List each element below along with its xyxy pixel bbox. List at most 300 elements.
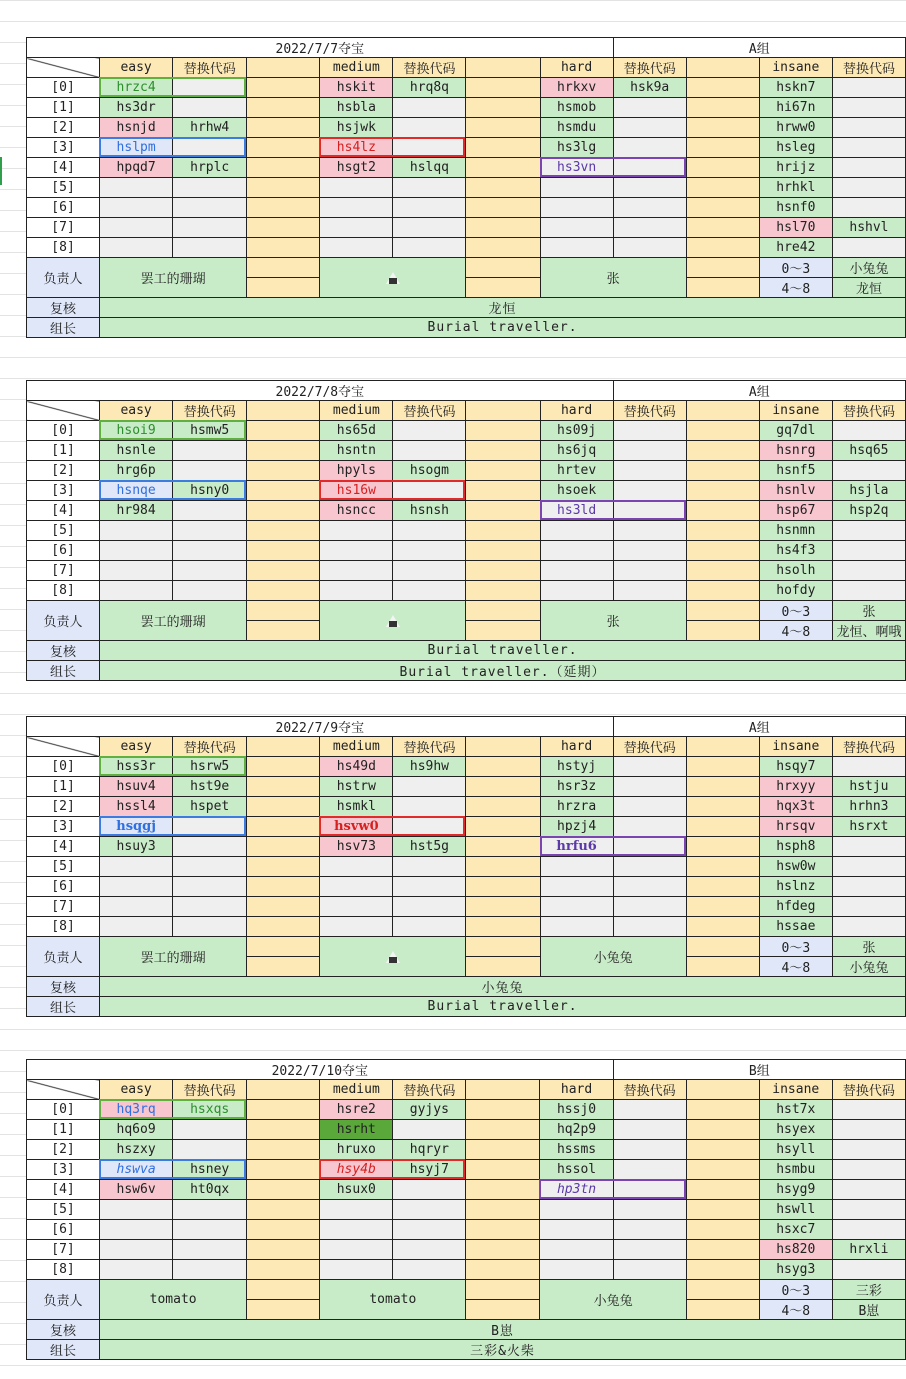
medium-code-cell[interactable]	[320, 441, 393, 461]
owner-medium[interactable]	[320, 937, 466, 977]
spacer-cell[interactable]	[686, 1160, 759, 1180]
easy-code-cell[interactable]	[100, 1120, 173, 1140]
header-medium[interactable]	[320, 58, 393, 78]
insane-code-cell[interactable]	[759, 481, 832, 501]
medium-code-cell[interactable]	[320, 541, 393, 561]
spacer-cell[interactable]	[247, 1120, 320, 1140]
insane-replace-cell[interactable]	[832, 441, 905, 461]
hard-replace-cell[interactable]	[613, 581, 686, 601]
medium-code-cell[interactable]	[320, 581, 393, 601]
insane-code-cell[interactable]	[759, 1200, 832, 1220]
spacer-cell[interactable]	[686, 218, 759, 238]
insane-code-cell[interactable]	[759, 581, 832, 601]
insane-range-1-owner[interactable]	[832, 937, 905, 957]
spacer-cell[interactable]	[686, 1280, 759, 1300]
row-index[interactable]	[27, 98, 100, 118]
insane-code-cell[interactable]	[759, 1240, 832, 1260]
spacer-cell[interactable]	[247, 1220, 320, 1240]
owner-hard[interactable]	[540, 601, 686, 641]
spacer-cell[interactable]	[466, 757, 540, 777]
easy-code-cell[interactable]	[100, 521, 173, 541]
spacer-cell[interactable]	[686, 138, 759, 158]
row-index[interactable]	[27, 541, 100, 561]
insane-replace-cell[interactable]	[832, 1200, 905, 1220]
spacer-cell[interactable]	[466, 481, 540, 501]
spacer-cell[interactable]	[686, 501, 759, 521]
spacer-cell[interactable]	[686, 581, 759, 601]
medium-replace-cell[interactable]	[393, 1140, 466, 1160]
row-index[interactable]	[27, 897, 100, 917]
hard-code-cell[interactable]	[540, 1100, 613, 1120]
spacer-cell[interactable]	[247, 601, 320, 621]
spacer-cell[interactable]	[686, 1300, 759, 1320]
header-medium[interactable]	[320, 1080, 393, 1100]
hard-replace-cell[interactable]	[613, 817, 686, 837]
hard-code-cell[interactable]	[540, 1200, 613, 1220]
easy-replace-cell[interactable]	[173, 877, 247, 897]
spacer-cell[interactable]	[686, 777, 759, 797]
medium-code-cell[interactable]	[320, 777, 393, 797]
hard-code-cell[interactable]	[540, 441, 613, 461]
medium-replace-cell[interactable]	[393, 98, 466, 118]
medium-replace-cell[interactable]	[393, 1220, 466, 1240]
spacer-cell[interactable]	[247, 1160, 320, 1180]
row-index[interactable]	[27, 441, 100, 461]
spacer-cell[interactable]	[466, 178, 540, 198]
row-index[interactable]	[27, 561, 100, 581]
insane-code-cell[interactable]	[759, 857, 832, 877]
easy-replace-cell[interactable]	[173, 441, 247, 461]
insane-replace-cell[interactable]	[832, 857, 905, 877]
easy-replace-cell[interactable]	[173, 581, 247, 601]
spacer-cell[interactable]	[247, 481, 320, 501]
hard-code-cell[interactable]	[540, 98, 613, 118]
row-index[interactable]	[27, 1120, 100, 1140]
insane-replace-cell[interactable]	[832, 118, 905, 138]
easy-code-cell[interactable]	[100, 561, 173, 581]
easy-code-cell[interactable]	[100, 178, 173, 198]
easy-replace-cell[interactable]	[173, 1260, 247, 1280]
header-insane[interactable]	[759, 58, 832, 78]
insane-code-cell[interactable]	[759, 1160, 832, 1180]
leader-value[interactable]	[100, 997, 906, 1017]
header-replace-code[interactable]	[393, 1080, 466, 1100]
spacer-cell[interactable]	[247, 441, 320, 461]
medium-code-cell[interactable]	[320, 1120, 393, 1140]
hard-replace-cell[interactable]	[613, 78, 686, 98]
easy-replace-cell[interactable]	[173, 897, 247, 917]
spacer-cell[interactable]	[247, 98, 320, 118]
hard-code-cell[interactable]	[540, 1140, 613, 1160]
header-replace-code[interactable]	[173, 737, 247, 757]
header-easy[interactable]	[100, 1080, 173, 1100]
owner-easy[interactable]	[100, 258, 247, 298]
spacer-cell[interactable]	[466, 857, 540, 877]
spacer-cell[interactable]	[686, 238, 759, 258]
hard-replace-cell[interactable]	[613, 757, 686, 777]
spacer-cell[interactable]	[466, 1220, 540, 1240]
spacer-cell[interactable]	[686, 461, 759, 481]
insane-code-cell[interactable]	[759, 98, 832, 118]
easy-replace-cell[interactable]	[173, 777, 247, 797]
spacer-cell[interactable]	[686, 118, 759, 138]
easy-code-cell[interactable]	[100, 1160, 173, 1180]
easy-replace-cell[interactable]	[173, 561, 247, 581]
easy-code-cell[interactable]	[100, 138, 173, 158]
spacer-cell[interactable]	[466, 501, 540, 521]
spacer-cell[interactable]	[466, 917, 540, 937]
medium-replace-cell[interactable]	[393, 561, 466, 581]
medium-replace-cell[interactable]	[393, 757, 466, 777]
owner-label[interactable]	[27, 1280, 100, 1320]
insane-code-cell[interactable]	[759, 421, 832, 441]
easy-replace-cell[interactable]	[173, 817, 247, 837]
spacer-cell[interactable]	[686, 1140, 759, 1160]
spacer-cell[interactable]	[466, 621, 540, 641]
spacer-cell[interactable]	[247, 1240, 320, 1260]
hard-replace-cell[interactable]	[613, 178, 686, 198]
medium-replace-cell[interactable]	[393, 837, 466, 857]
insane-code-cell[interactable]	[759, 817, 832, 837]
insane-replace-cell[interactable]	[832, 541, 905, 561]
medium-code-cell[interactable]	[320, 877, 393, 897]
spacer-cell[interactable]	[686, 441, 759, 461]
row-index[interactable]	[27, 877, 100, 897]
insane-replace-cell[interactable]	[832, 897, 905, 917]
medium-code-cell[interactable]	[320, 138, 393, 158]
insane-range-1-owner[interactable]	[832, 258, 905, 278]
hard-replace-cell[interactable]	[613, 461, 686, 481]
easy-replace-cell[interactable]	[173, 1200, 247, 1220]
insane-code-cell[interactable]	[759, 777, 832, 797]
easy-code-cell[interactable]	[100, 857, 173, 877]
hard-code-cell[interactable]	[540, 501, 613, 521]
header-hard[interactable]	[540, 737, 613, 757]
block-title[interactable]	[27, 38, 614, 58]
spacer-cell[interactable]	[247, 158, 320, 178]
leader-label[interactable]	[27, 1340, 100, 1360]
header-replace-code[interactable]	[613, 737, 686, 757]
insane-code-cell[interactable]	[759, 1180, 832, 1200]
medium-replace-cell[interactable]	[393, 917, 466, 937]
easy-replace-cell[interactable]	[173, 1240, 247, 1260]
medium-replace-cell[interactable]	[393, 501, 466, 521]
spacer-cell[interactable]	[466, 937, 540, 957]
insane-code-cell[interactable]	[759, 797, 832, 817]
insane-replace-cell[interactable]	[832, 1220, 905, 1240]
spacer-cell[interactable]	[466, 1240, 540, 1260]
easy-code-cell[interactable]	[100, 917, 173, 937]
row-index[interactable]	[27, 158, 100, 178]
insane-code-cell[interactable]	[759, 238, 832, 258]
header-medium[interactable]	[320, 401, 393, 421]
row-index[interactable]	[27, 78, 100, 98]
insane-replace-cell[interactable]	[832, 757, 905, 777]
hard-code-cell[interactable]	[540, 1160, 613, 1180]
easy-code-cell[interactable]	[100, 581, 173, 601]
hard-replace-cell[interactable]	[613, 1200, 686, 1220]
insane-replace-cell[interactable]	[832, 817, 905, 837]
row-index[interactable]	[27, 581, 100, 601]
hard-replace-cell[interactable]	[613, 1220, 686, 1240]
easy-code-cell[interactable]	[100, 158, 173, 178]
easy-replace-cell[interactable]	[173, 541, 247, 561]
owner-label[interactable]	[27, 258, 100, 298]
easy-replace-cell[interactable]	[173, 481, 247, 501]
insane-code-cell[interactable]	[759, 198, 832, 218]
leader-value[interactable]	[100, 1340, 906, 1360]
hard-replace-cell[interactable]	[613, 877, 686, 897]
insane-code-cell[interactable]	[759, 461, 832, 481]
spacer-cell[interactable]	[247, 1140, 320, 1160]
spacer-cell[interactable]	[466, 238, 540, 258]
easy-replace-cell[interactable]	[173, 138, 247, 158]
medium-code-cell[interactable]	[320, 78, 393, 98]
hard-code-cell[interactable]	[540, 917, 613, 937]
medium-code-cell[interactable]	[320, 118, 393, 138]
row-index[interactable]	[27, 817, 100, 837]
owner-medium[interactable]	[320, 1280, 466, 1320]
spacer-cell[interactable]	[686, 1240, 759, 1260]
spacer-cell[interactable]	[686, 98, 759, 118]
hard-code-cell[interactable]	[540, 118, 613, 138]
insane-replace-cell[interactable]	[832, 78, 905, 98]
spacer-cell[interactable]	[686, 757, 759, 777]
hard-replace-cell[interactable]	[613, 218, 686, 238]
medium-code-cell[interactable]	[320, 1200, 393, 1220]
medium-replace-cell[interactable]	[393, 461, 466, 481]
spacer-cell[interactable]	[247, 1300, 320, 1320]
medium-replace-cell[interactable]	[393, 441, 466, 461]
row-index[interactable]	[27, 917, 100, 937]
spacer-cell[interactable]	[247, 421, 320, 441]
insane-range-2[interactable]	[759, 621, 832, 641]
owner-medium[interactable]	[320, 258, 466, 298]
hard-replace-cell[interactable]	[613, 198, 686, 218]
spacer-cell[interactable]	[686, 421, 759, 441]
header-replace-code[interactable]	[613, 1080, 686, 1100]
easy-code-cell[interactable]	[100, 1140, 173, 1160]
diagonal-header-cell[interactable]	[27, 737, 100, 757]
spacer-cell[interactable]	[466, 541, 540, 561]
hard-replace-cell[interactable]	[613, 837, 686, 857]
row-index[interactable]	[27, 178, 100, 198]
spacer-cell[interactable]	[466, 837, 540, 857]
header-spacer[interactable]	[686, 1080, 759, 1100]
review-value[interactable]	[100, 641, 906, 661]
spacer-cell[interactable]	[247, 238, 320, 258]
hard-replace-cell[interactable]	[613, 98, 686, 118]
easy-replace-cell[interactable]	[173, 461, 247, 481]
hard-replace-cell[interactable]	[613, 421, 686, 441]
medium-replace-cell[interactable]	[393, 1100, 466, 1120]
spacer-cell[interactable]	[247, 797, 320, 817]
spacer-cell[interactable]	[247, 837, 320, 857]
owner-label[interactable]	[27, 937, 100, 977]
easy-replace-cell[interactable]	[173, 757, 247, 777]
spacer-cell[interactable]	[466, 1200, 540, 1220]
leader-label[interactable]	[27, 997, 100, 1017]
hard-replace-cell[interactable]	[613, 1140, 686, 1160]
easy-replace-cell[interactable]	[173, 178, 247, 198]
hard-replace-cell[interactable]	[613, 1260, 686, 1280]
header-spacer[interactable]	[247, 1080, 320, 1100]
row-index[interactable]	[27, 1220, 100, 1240]
medium-code-cell[interactable]	[320, 1220, 393, 1240]
easy-code-cell[interactable]	[100, 501, 173, 521]
spacer-cell[interactable]	[686, 198, 759, 218]
hard-code-cell[interactable]	[540, 1180, 613, 1200]
review-value[interactable]	[100, 1320, 906, 1340]
insane-code-cell[interactable]	[759, 837, 832, 857]
header-spacer[interactable]	[247, 737, 320, 757]
medium-replace-cell[interactable]	[393, 198, 466, 218]
easy-code-cell[interactable]	[100, 218, 173, 238]
spacer-cell[interactable]	[466, 1260, 540, 1280]
easy-code-cell[interactable]	[100, 797, 173, 817]
easy-code-cell[interactable]	[100, 1100, 173, 1120]
easy-replace-cell[interactable]	[173, 421, 247, 441]
spacer-cell[interactable]	[686, 797, 759, 817]
hard-replace-cell[interactable]	[613, 777, 686, 797]
header-spacer[interactable]	[466, 58, 540, 78]
header-hard[interactable]	[540, 58, 613, 78]
insane-range-2[interactable]	[759, 957, 832, 977]
insane-code-cell[interactable]	[759, 561, 832, 581]
owner-easy[interactable]	[100, 1280, 247, 1320]
spacer-cell[interactable]	[466, 1100, 540, 1120]
hard-code-cell[interactable]	[540, 218, 613, 238]
hard-code-cell[interactable]	[540, 78, 613, 98]
spacer-cell[interactable]	[247, 501, 320, 521]
hard-code-cell[interactable]	[540, 561, 613, 581]
spacer-cell[interactable]	[466, 957, 540, 977]
easy-code-cell[interactable]	[100, 118, 173, 138]
insane-replace-cell[interactable]	[832, 1100, 905, 1120]
hard-replace-cell[interactable]	[613, 158, 686, 178]
spacer-cell[interactable]	[247, 897, 320, 917]
insane-code-cell[interactable]	[759, 441, 832, 461]
hard-code-cell[interactable]	[540, 1120, 613, 1140]
row-index[interactable]	[27, 1160, 100, 1180]
spacer-cell[interactable]	[686, 601, 759, 621]
row-index[interactable]	[27, 1140, 100, 1160]
insane-replace-cell[interactable]	[832, 501, 905, 521]
owner-hard[interactable]	[540, 258, 686, 298]
header-spacer[interactable]	[466, 401, 540, 421]
spacer-cell[interactable]	[247, 178, 320, 198]
medium-replace-cell[interactable]	[393, 1180, 466, 1200]
medium-code-cell[interactable]	[320, 817, 393, 837]
easy-code-cell[interactable]	[100, 541, 173, 561]
hard-replace-cell[interactable]	[613, 1100, 686, 1120]
spacer-cell[interactable]	[466, 218, 540, 238]
hard-replace-cell[interactable]	[613, 797, 686, 817]
spacer-cell[interactable]	[466, 198, 540, 218]
easy-code-cell[interactable]	[100, 757, 173, 777]
leader-value[interactable]	[100, 661, 906, 681]
insane-code-cell[interactable]	[759, 1140, 832, 1160]
spacer-cell[interactable]	[466, 1280, 540, 1300]
hard-code-cell[interactable]	[540, 1260, 613, 1280]
medium-code-cell[interactable]	[320, 1160, 393, 1180]
medium-code-cell[interactable]	[320, 198, 393, 218]
header-spacer[interactable]	[466, 737, 540, 757]
medium-replace-cell[interactable]	[393, 777, 466, 797]
easy-replace-cell[interactable]	[173, 1160, 247, 1180]
row-index[interactable]	[27, 118, 100, 138]
leader-label[interactable]	[27, 318, 100, 338]
medium-replace-cell[interactable]	[393, 797, 466, 817]
easy-code-cell[interactable]	[100, 481, 173, 501]
medium-replace-cell[interactable]	[393, 421, 466, 441]
easy-code-cell[interactable]	[100, 98, 173, 118]
row-index[interactable]	[27, 198, 100, 218]
row-index[interactable]	[27, 521, 100, 541]
easy-replace-cell[interactable]	[173, 118, 247, 138]
easy-code-cell[interactable]	[100, 1260, 173, 1280]
hard-replace-cell[interactable]	[613, 1120, 686, 1140]
row-index[interactable]	[27, 857, 100, 877]
spacer-cell[interactable]	[466, 441, 540, 461]
review-label[interactable]	[27, 641, 100, 661]
hard-code-cell[interactable]	[540, 1240, 613, 1260]
medium-replace-cell[interactable]	[393, 78, 466, 98]
medium-replace-cell[interactable]	[393, 178, 466, 198]
insane-replace-cell[interactable]	[832, 98, 905, 118]
spacer-cell[interactable]	[247, 198, 320, 218]
insane-code-cell[interactable]	[759, 158, 832, 178]
insane-replace-cell[interactable]	[832, 837, 905, 857]
medium-code-cell[interactable]	[320, 481, 393, 501]
medium-code-cell[interactable]	[320, 178, 393, 198]
owner-label[interactable]	[27, 601, 100, 641]
easy-replace-cell[interactable]	[173, 198, 247, 218]
medium-replace-cell[interactable]	[393, 1120, 466, 1140]
spacer-cell[interactable]	[686, 541, 759, 561]
spacer-cell[interactable]	[466, 158, 540, 178]
medium-code-cell[interactable]	[320, 1240, 393, 1260]
easy-code-cell[interactable]	[100, 78, 173, 98]
medium-code-cell[interactable]	[320, 857, 393, 877]
medium-replace-cell[interactable]	[393, 877, 466, 897]
medium-replace-cell[interactable]	[393, 158, 466, 178]
insane-replace-cell[interactable]	[832, 218, 905, 238]
hard-code-cell[interactable]	[540, 777, 613, 797]
owner-easy[interactable]	[100, 937, 247, 977]
easy-replace-cell[interactable]	[173, 1120, 247, 1140]
medium-code-cell[interactable]	[320, 757, 393, 777]
hard-replace-cell[interactable]	[613, 118, 686, 138]
hard-code-cell[interactable]	[540, 897, 613, 917]
hard-code-cell[interactable]	[540, 461, 613, 481]
header-replace-code[interactable]	[173, 58, 247, 78]
spacer-cell[interactable]	[686, 561, 759, 581]
insane-code-cell[interactable]	[759, 757, 832, 777]
medium-code-cell[interactable]	[320, 1100, 393, 1120]
medium-replace-cell[interactable]	[393, 238, 466, 258]
insane-code-cell[interactable]	[759, 78, 832, 98]
insane-replace-cell[interactable]	[832, 777, 905, 797]
spacer-cell[interactable]	[247, 1100, 320, 1120]
hard-code-cell[interactable]	[540, 837, 613, 857]
header-spacer[interactable]	[466, 1080, 540, 1100]
header-spacer[interactable]	[247, 401, 320, 421]
spacer-cell[interactable]	[466, 278, 540, 298]
spacer-cell[interactable]	[466, 1140, 540, 1160]
header-replace-code[interactable]	[393, 58, 466, 78]
easy-replace-cell[interactable]	[173, 218, 247, 238]
